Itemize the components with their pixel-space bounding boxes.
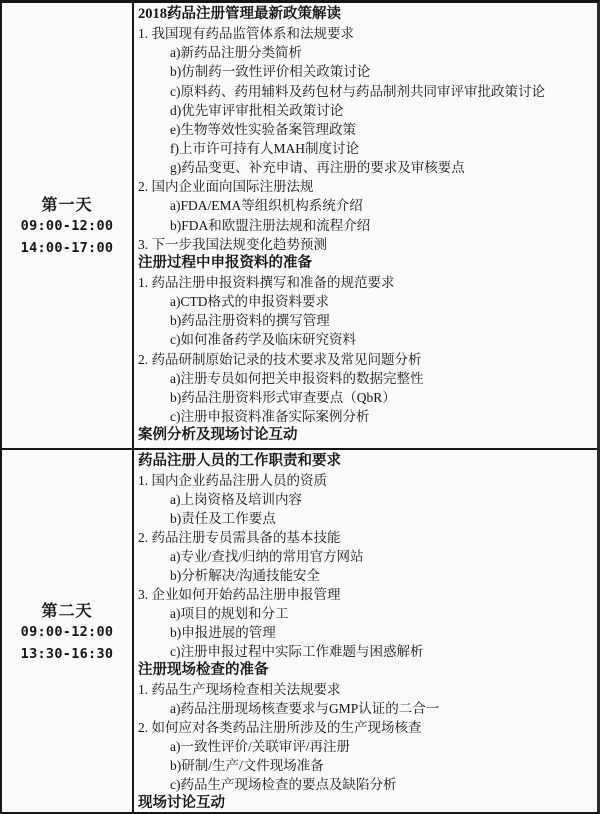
agenda-sub-item: c)原料药、药用辅料及药包材与药品制剂共同审评审批政策讨论 bbox=[170, 83, 545, 99]
agenda-numbered-item: 1. 药品生产现场检查相关法规要求 bbox=[138, 682, 341, 697]
day1-agenda-cell bbox=[134, 3, 597, 448]
agenda-section-header: 案例分析及现场讨论互动 bbox=[138, 427, 298, 444]
day2-time-cell bbox=[2, 450, 134, 812]
agenda-numbered-item: 2. 药品研制原始记录的技术要求及常见问题分析 bbox=[138, 351, 422, 367]
agenda-sub-item: d)优先审评审批相关政策讨论 bbox=[170, 102, 344, 118]
day1-time-range-morning: 09:00-12:00 bbox=[20, 218, 114, 234]
agenda-section-header: 注册过程中申报资料的准备 bbox=[138, 254, 312, 271]
day1-time-range-afternoon: 14:00-17:00 bbox=[20, 240, 114, 256]
day-row-2 bbox=[2, 450, 597, 812]
day1-label: 第一天 bbox=[41, 197, 93, 214]
agenda-sub-item: b)药品注册资料的撰写管理 bbox=[170, 313, 330, 329]
agenda-sub-item: a)项目的规划和分工 bbox=[170, 606, 289, 621]
agenda-numbered-item: 2. 药品注册专员需具备的基本技能 bbox=[138, 530, 341, 545]
day1-time-cell bbox=[2, 3, 134, 448]
agenda-sub-item: b)研制/生产/文件现场准备 bbox=[170, 758, 324, 773]
agenda-sub-item: a)FDA/EMA等组织机构系统介绍 bbox=[170, 198, 363, 214]
agenda-sub-item: a)新药品注册分类简析 bbox=[170, 45, 302, 61]
day2-time-range-morning: 09:00-12:00 bbox=[20, 623, 114, 640]
agenda-sub-item: c)药品生产现场检查的要点及缺陷分析 bbox=[170, 777, 397, 792]
agenda-sub-item: a)注册专员如何把关申报资料的数据完整性 bbox=[170, 370, 424, 386]
agenda-sub-item: g)药品变更、补充申请、再注册的要求及审核要点 bbox=[170, 160, 465, 176]
agenda-sub-item: b)分析解决/沟通技能安全 bbox=[170, 568, 320, 583]
agenda-sub-item: a)上岗资格及培训内容 bbox=[170, 492, 302, 507]
day2-agenda-cell bbox=[134, 450, 597, 812]
agenda-numbered-item: 3. 下一步我国法规变化趋势预测 bbox=[138, 236, 327, 252]
agenda-sub-item: b)责任及工作要点 bbox=[170, 511, 276, 526]
agenda-sub-item: e)生物等效性实验备案管理政策 bbox=[170, 121, 356, 137]
day-row-1 bbox=[2, 3, 597, 450]
agenda-sub-item: a)药品注册现场核查要求与GMP认证的二合一 bbox=[170, 701, 440, 716]
agenda-section-header: 现场讨论互动 bbox=[138, 795, 225, 811]
day2-time-range-afternoon: 13:30-16:30 bbox=[20, 645, 114, 662]
agenda-numbered-item: 2. 如何应对各类药品注册所涉及的生产现场核查 bbox=[138, 720, 422, 735]
day2-label: 第二天 bbox=[41, 602, 93, 620]
agenda-sub-item: a)一致性评价/关联审评/再注册 bbox=[170, 739, 350, 754]
agenda-sub-item: a)CTD格式的申报资料要求 bbox=[170, 294, 329, 310]
agenda-sub-item: f)上市许可持有人MAH制度讨论 bbox=[170, 140, 359, 156]
agenda-sub-item: c)注册申报资料准备实际案例分析 bbox=[170, 408, 370, 424]
agenda-sub-item: c)如何准备药学及临床研究资料 bbox=[170, 332, 356, 348]
agenda-sub-item: c)注册申报过程中实际工作难题与困惑解析 bbox=[170, 644, 424, 659]
agenda-numbered-item: 3. 企业如何开始药品注册申报管理 bbox=[138, 587, 341, 602]
agenda-section-header: 2018药品注册管理最新政策解读 bbox=[138, 6, 341, 22]
agenda-sub-item: a)专业/查找/归纳的常用官方网站 bbox=[170, 549, 364, 564]
agenda-numbered-item: 1. 我国现有药品监管体系和法规要求 bbox=[138, 26, 354, 42]
agenda-sub-item: b)仿制药一致性评价相关政策讨论 bbox=[170, 64, 371, 80]
agenda-sub-item: b)药品注册资料形式审查要点（QbR） bbox=[170, 389, 396, 405]
agenda-section-header: 注册现场检查的准备 bbox=[138, 662, 269, 678]
agenda-sub-item: b)申报进展的管理 bbox=[170, 625, 276, 640]
agenda-section-header: 药品注册人员的工作职责和要求 bbox=[138, 453, 341, 469]
agenda-numbered-item: 1. 药品注册申报资料撰写和准备的规范要求 bbox=[138, 274, 395, 290]
agenda-sub-item: b)FDA和欧盟注册法规和流程介绍 bbox=[170, 217, 371, 233]
agenda-numbered-item: 1. 国内企业药品注册人员的资质 bbox=[138, 473, 327, 488]
agenda-numbered-item: 2. 国内企业面向国际注册法规 bbox=[138, 179, 314, 195]
